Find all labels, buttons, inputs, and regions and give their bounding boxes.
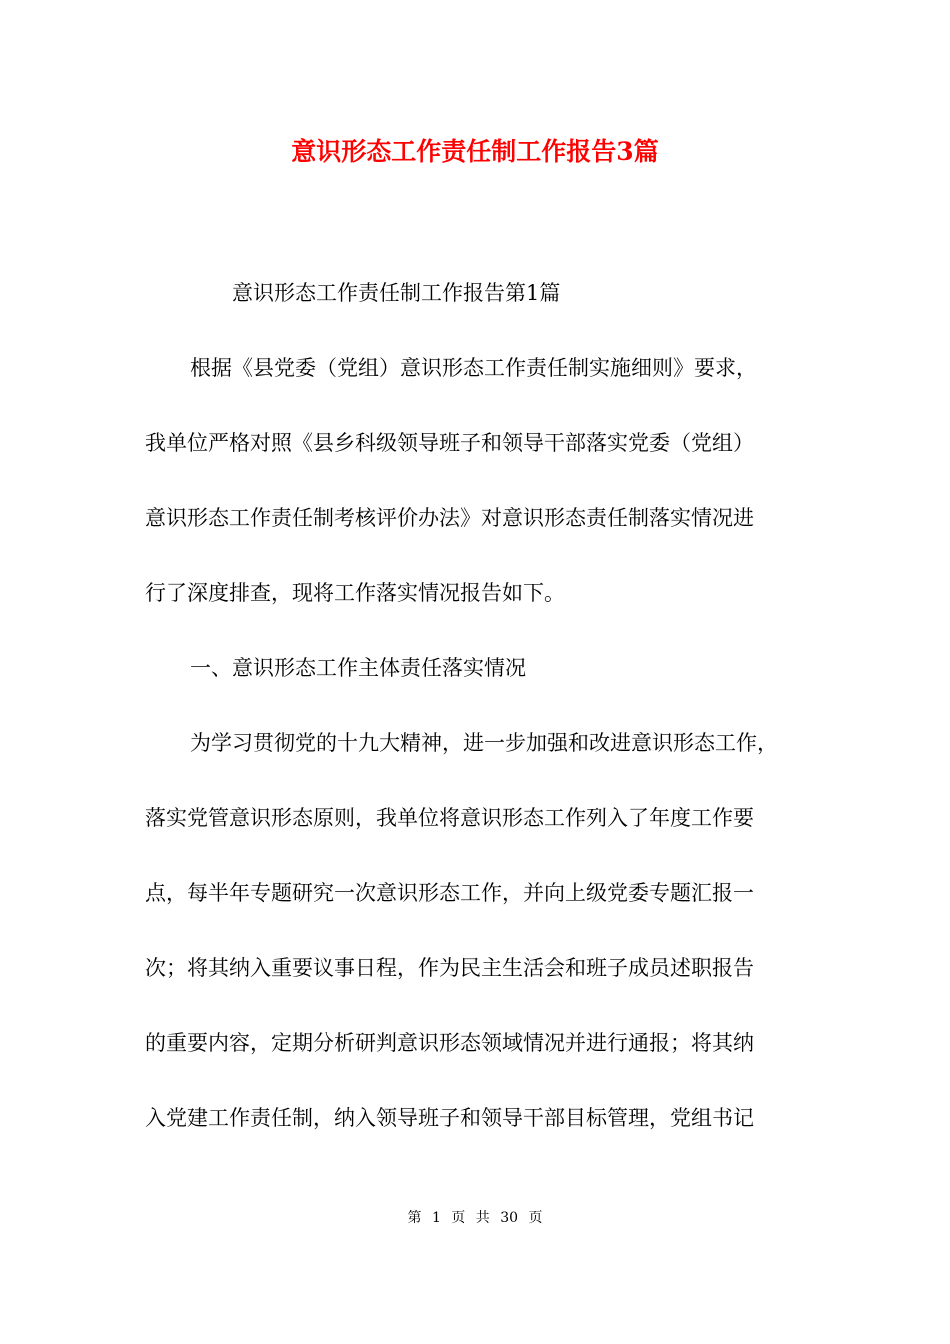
paragraph-line: 根据《县党委（党组）意识形态工作责任制实施细则》要求， bbox=[190, 356, 757, 380]
page-number: 第 1 页 共 30 页 bbox=[407, 1210, 543, 1226]
paragraph-line: 落实党管意识形态原则，我单位将意识形态工作列入了年度工作要 bbox=[145, 806, 754, 830]
paragraph-line: 的重要内容，定期分析研判意识形态领域情况并进行通报；将其纳 bbox=[145, 1031, 754, 1055]
paragraph-line: 次；将其纳入重要议事日程，作为民主生活会和班子成员述职报告 bbox=[145, 956, 754, 980]
document-title: 意识形态工作责任制工作报告3篇 bbox=[291, 137, 659, 166]
paragraph-line: 入党建工作责任制，纳入领导班子和领导干部目标管理，党组书记 bbox=[145, 1106, 754, 1130]
paragraph-line: 行了深度排查，现将工作落实情况报告如下。 bbox=[145, 581, 565, 605]
paragraph-line: 为学习贯彻党的十九大精神，进一步加强和改进意识形态工作， bbox=[190, 731, 778, 755]
section-heading-part-1: 意识形态工作责任制工作报告第1篇 bbox=[232, 281, 561, 305]
paragraph-line: 意识形态工作责任制考核评价办法》对意识形态责任制落实情况进 bbox=[145, 506, 754, 530]
paragraph-line: 点，每半年专题研究一次意识形态工作，并向上级党委专题汇报一 bbox=[145, 881, 754, 905]
subsection-heading: 一、意识形态工作主体责任落实情况 bbox=[190, 656, 526, 680]
paragraph-line: 我单位严格对照《县乡科级领导班子和领导干部落实党委（党组） bbox=[145, 431, 754, 455]
